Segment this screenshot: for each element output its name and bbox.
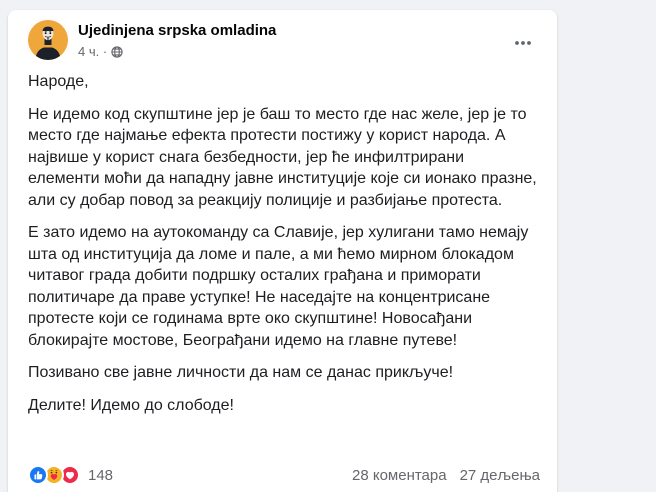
three-dots-icon xyxy=(513,33,533,56)
comments-count-link[interactable]: 28 коментара xyxy=(351,466,447,484)
post-footer xyxy=(28,460,540,490)
page-avatar[interactable] xyxy=(28,20,68,60)
post-paragraph: Народе, xyxy=(28,73,89,90)
post-body xyxy=(8,60,557,416)
anonymous-mask-avatar-icon xyxy=(28,20,68,60)
post-paragraph: Позивано све јавне личности да нам се данас прикључе! xyxy=(28,364,454,381)
post-paragraph: Не идемо код скупштине јер је баш то место где нас желе, јер је то место где најмање ефекта протести постижу у корист народа. А највише у корист снага безбедности, јер ће инфилтрирани елементи моћи да нападну јавне институције које си ионако празне, али су добар повод за реакцију полиције и разбијање протеста. xyxy=(28,105,542,209)
post-options-button[interactable] xyxy=(507,28,539,60)
header-meta xyxy=(78,20,507,60)
like-icon xyxy=(28,465,48,485)
timestamp-link[interactable]: 4 ч. · xyxy=(78,44,108,59)
footer-counts xyxy=(352,467,540,484)
facebook-post-card xyxy=(8,10,557,492)
post-paragraph: Е зато идемо на аутокоманду са Славије, јер хулигани тамо немају шта од институција да ломе и пале, а ми ћемо мирном блокадом читавог града добити подршку осталих грађана и приморати политичаре да праве уступке! Не наседајте на концентрисане протесте који се годинама врте око скупштине! Новосађани блокирајте мостове, Београђани идемо на главне путеве! xyxy=(28,224,533,349)
post-paragraph: Делите! Идемо до слободе! xyxy=(28,396,234,414)
shares-count-link[interactable]: 27 дељења xyxy=(459,466,540,484)
globe-icon xyxy=(111,46,123,58)
post-header xyxy=(8,10,557,60)
reactions-summary[interactable] xyxy=(28,465,113,485)
timestamp-row xyxy=(78,43,507,60)
page-name-link[interactable]: Ujedinjena srpska omladina xyxy=(78,22,277,39)
reaction-count: 148 xyxy=(88,466,114,484)
